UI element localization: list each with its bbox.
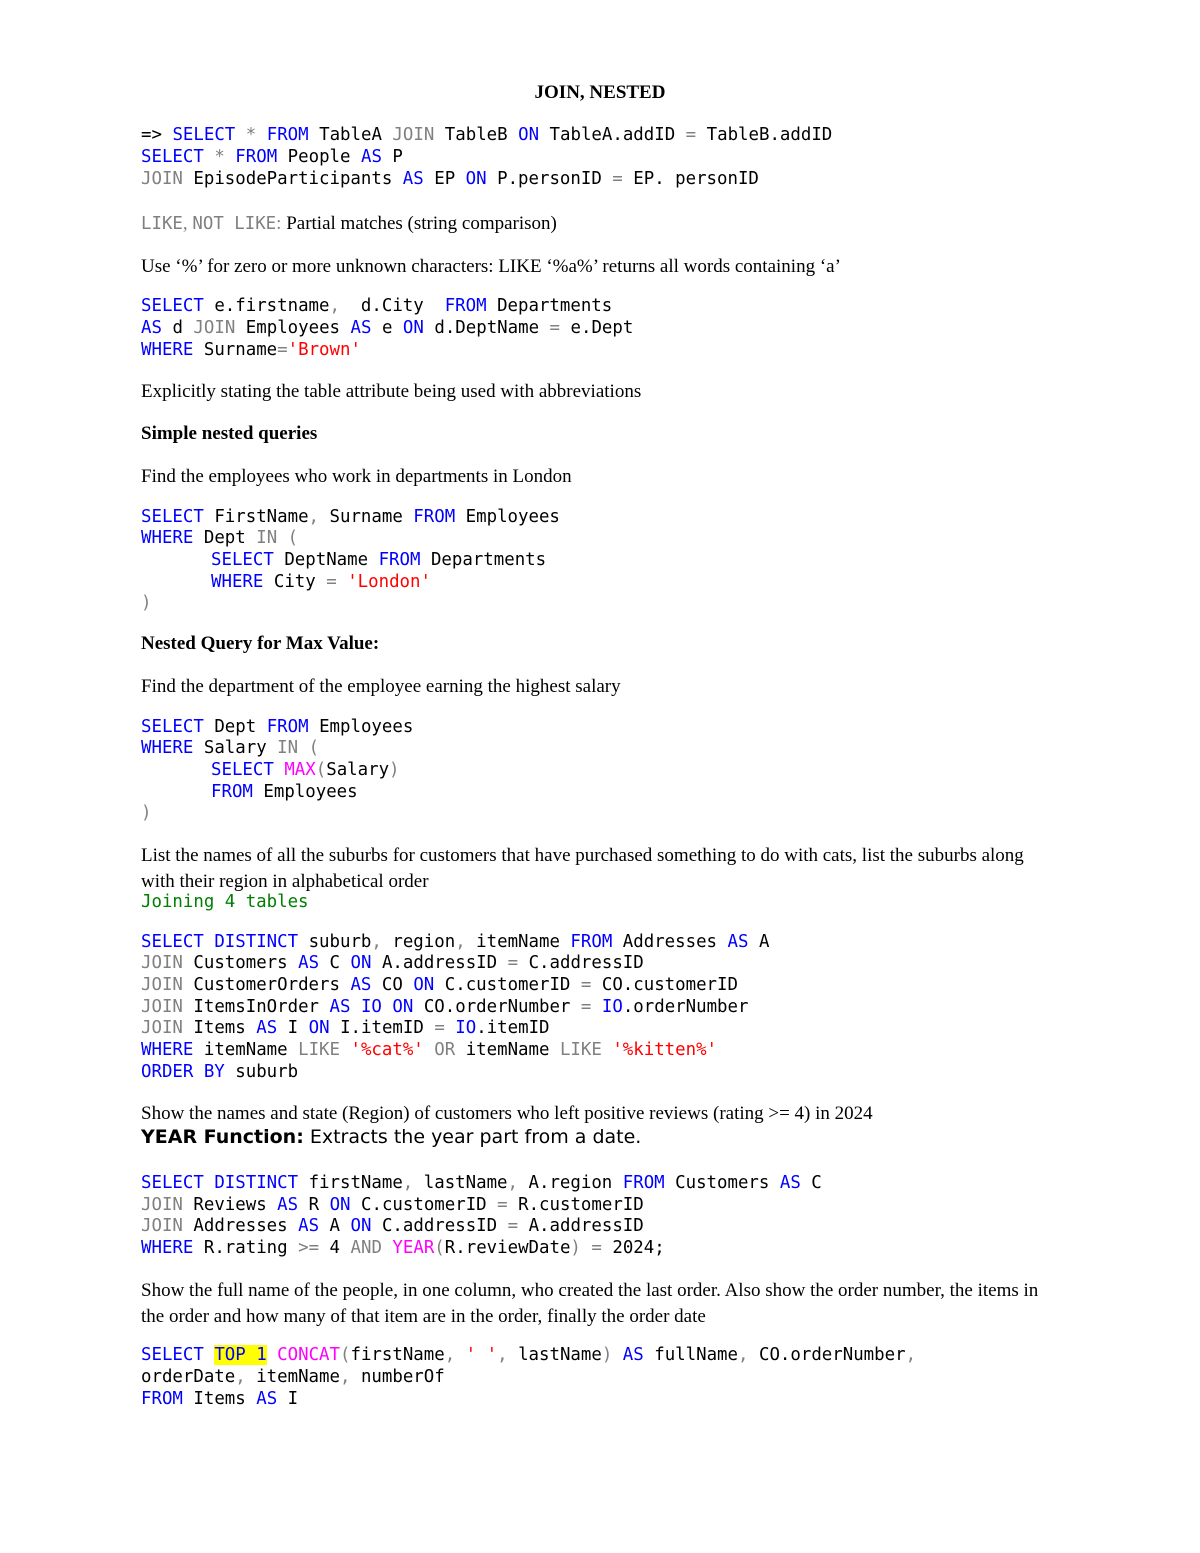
review-code-line-2: JOIN Reviews AS R ON C.customerID = R.customerID [141, 1195, 644, 1215]
max-code-line-2: WHERE Salary IN ( [141, 738, 320, 758]
simple-code-line-2: WHERE Dept IN ( [141, 528, 299, 548]
max-code-line-1: SELECT Dept FROM Employees [141, 717, 414, 737]
simple-nested-description: Find the employees who work in departments in London [141, 466, 572, 487]
max-code-line-4: FROM Employees [211, 782, 358, 802]
fullname-code-line-1: SELECT TOP 1 CONCAT(firstName, ' ', lastName) AS fullName, CO.orderNumber, [141, 1345, 917, 1365]
simple-code-line-5: ) [141, 593, 152, 613]
review-description: Show the names and state (Region) of customers who left positive reviews (rating >= 4) in 2024 [141, 1103, 873, 1124]
max-value-heading: Nested Query for Max Value: [141, 633, 380, 654]
max-code-line-5: ) [141, 803, 152, 823]
suburb-code-line-6: WHERE itemName LIKE '%cat%' OR itemName LIKE '%kitten%' [141, 1040, 718, 1060]
join-code-line-2: SELECT * FROM People AS P [141, 147, 403, 167]
join-code-line-3: JOIN EpisodeParticipants AS EP ON P.personID = EP. personID [141, 169, 759, 189]
top-highlight: TOP 1 [214, 1345, 267, 1365]
join-code-line-1: => SELECT * FROM TableA JOIN TableB ON TableA.addID = TableB.addID [141, 125, 833, 145]
page-title: JOIN, NESTED [534, 82, 666, 103]
simple-code-line-4: WHERE City = 'London' [211, 572, 431, 592]
max-code-line-3: SELECT MAX(Salary) [211, 760, 400, 780]
simple-code-line-1: SELECT FirstName, Surname FROM Employees [141, 507, 560, 527]
review-code-line-1: SELECT DISTINCT firstName, lastName, A.region FROM Customers AS C [141, 1173, 822, 1193]
abbr-description: Explicitly stating the table attribute being used with abbreviations [141, 381, 642, 402]
suburb-code-line-7: ORDER BY suburb [141, 1062, 299, 1082]
review-code-line-3: JOIN Addresses AS A ON C.addressID = A.addressID [141, 1216, 644, 1236]
wildcard-description: Use ‘%’ for zero or more unknown characters: LIKE ‘%a%’ returns all words containing ‘a’ [141, 256, 841, 277]
fullname-description: Show the full name of the people, in one column, who created the last order. Also show the order number, the items in the order and how many of that item are in the order, finally the order date [141, 1280, 1039, 1327]
review-code-line-4: WHERE R.rating >= 4 AND YEAR(R.reviewDate) = 2024; [141, 1238, 665, 1258]
suburb-code-line-5: JOIN Items AS I ON I.itemID = IO.itemID [141, 1018, 550, 1038]
suburb-comment: Joining 4 tables [141, 892, 309, 912]
like-description: LIKE, NOT LIKE: Partial matches (string comparison) [141, 213, 557, 234]
suburb-code-line-2: JOIN Customers AS C ON A.addressID = C.addressID [141, 953, 644, 973]
simple-code-line-3: SELECT DeptName FROM Departments [211, 550, 547, 570]
suburb-code-line-3: JOIN CustomerOrders AS CO ON C.customerID = CO.customerID [141, 975, 738, 995]
year-function-note: YEAR Function: Extracts the year part from a date. [141, 1126, 642, 1148]
suburb-code-line-1: SELECT DISTINCT suburb, region, itemName FROM Addresses AS A [141, 932, 770, 952]
abbr-code-line-1: SELECT e.firstname, d.City FROM Departments [141, 296, 613, 316]
suburb-description: List the names of all the suburbs for customers that have purchased something to do with cats, list the suburbs along with their region in alphabetical order [141, 845, 1024, 892]
abbr-code-line-3: WHERE Surname='Brown' [141, 340, 361, 360]
fullname-code-line-2: orderDate, itemName, numberOf [141, 1367, 445, 1387]
abbr-code-line-2: AS d JOIN Employees AS e ON d.DeptName = e.Dept [141, 318, 634, 338]
suburb-code-line-4: JOIN ItemsInOrder AS IO ON CO.orderNumber = IO.orderNumber [141, 997, 749, 1017]
simple-nested-heading: Simple nested queries [141, 423, 318, 444]
fullname-code-line-3: FROM Items AS I [141, 1389, 299, 1409]
max-value-description: Find the department of the employee earning the highest salary [141, 676, 621, 697]
